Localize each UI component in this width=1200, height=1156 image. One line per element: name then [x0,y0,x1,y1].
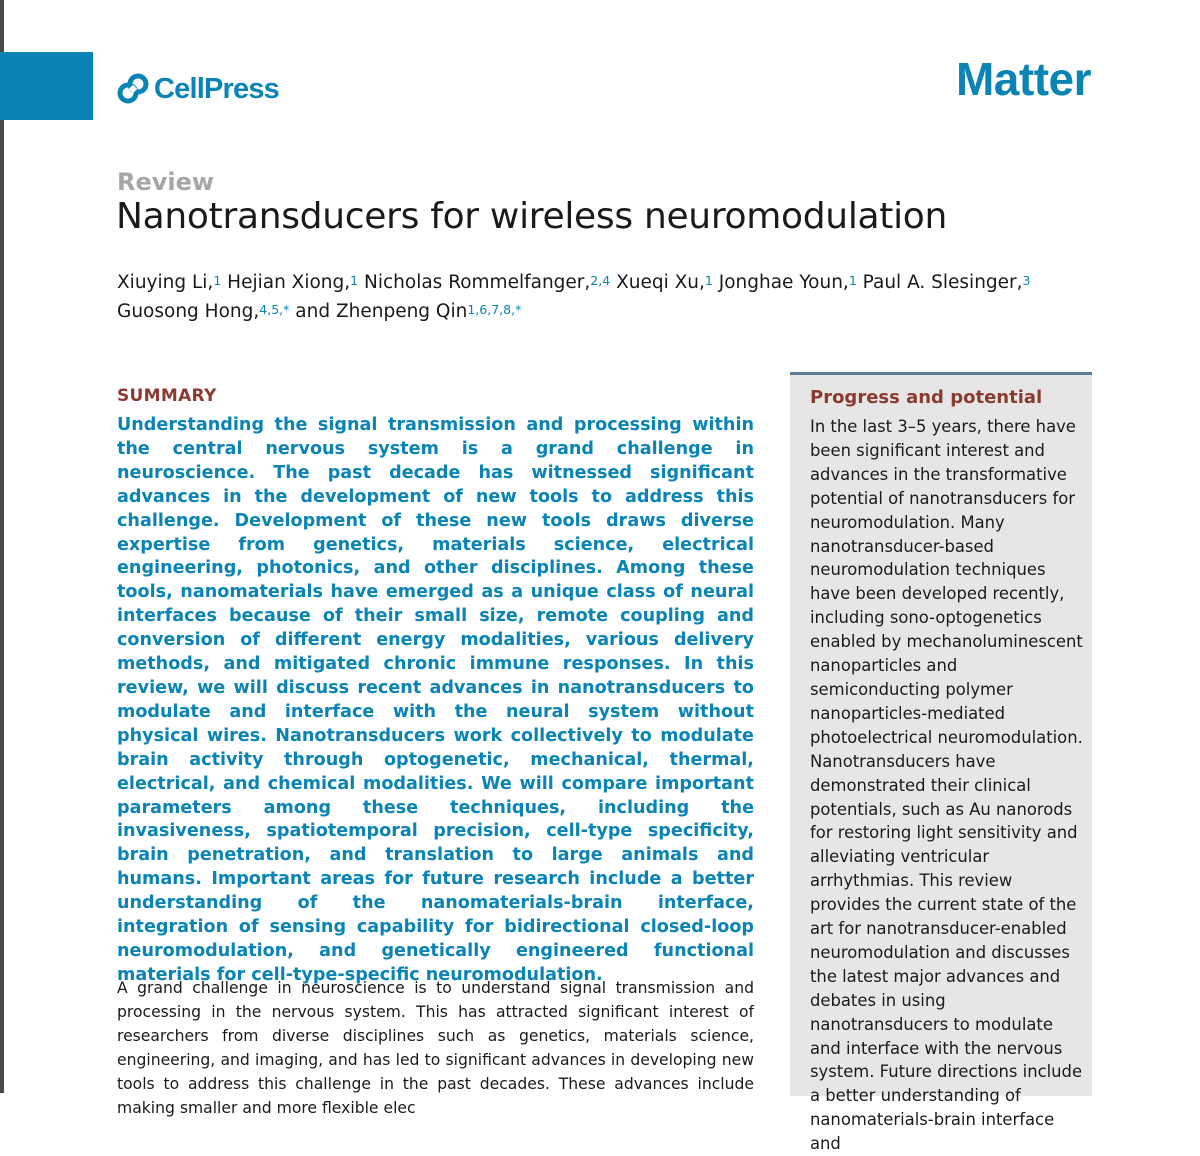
summary-heading: SUMMARY [117,386,217,406]
publisher-logo [117,69,279,109]
author-name [364,272,610,293]
cellpress-swirl-icon [117,73,149,105]
author-affiliation: 1,6,7,8,* [467,302,522,317]
author-name [117,272,221,293]
author-name-text: Guosong Hong, [117,301,260,322]
sidebar-heading: Progress and potential [810,387,1043,408]
author-name-text: Jonghae Youn, [718,272,849,293]
intro-paragraph: A grand challenge in neuroscience is to understand signal transmission and processing in the nervous system. This has attracted significant interest of researchers from diverse disciplines such as genetics, materials science, engineering, and imaging, and has led to significant advances in developing new tools to address this challenge in the past decades. These advances include making smaller and more flexible elec [117,979,754,1117]
author-name [616,272,713,293]
author-name [295,301,521,322]
author-name-text: Nicholas Rommelfanger, [364,272,591,293]
author-name [227,272,358,293]
journal-name: Matter [955,53,1091,105]
author-affiliation: 1 [704,273,713,288]
summary-text: Understanding the signal transmission and processing within the central nervous system is a grand challenge in neuroscience. The past decade has witnessed significant advances in the development of new tools to address this challenge. Development of these new tools draws diverse expertise from genetics, materials science, electrical engineering, photonics, and other disciplines. Among these tools, nanomaterials have emerged as a unique class of neural interfaces because of their small size, remote coupling and conversion of different energy modalities, various delivery methods, and mitigated chronic immune responses. In this review, we will discuss recent advances in nanotransducers to modulate and interface with the neural system without physical wires. Nanotransducers work collectively to modulate brain activity through optogenetic, mechanical, thermal, electrical, and chemical modalities. We will compare important parameters among these techniques, including the invasiveness, spatiotemporal precision, cell-type specificity, brain penetration, and translation to large animals and humans. Important areas for future research include a better understanding of the nanomaterials-brain interface, integration of sensing capability for bidirectional closed-loop neuromodulation, and genetically engineered functional materials for cell-type-specific neuromodulation. [117,415,754,985]
article-type: Review [117,168,215,196]
author-name [863,272,1031,293]
author-name [719,272,857,293]
article-title: Nanotransducers for wireless neuromodulation [116,196,948,237]
author-affiliation: 1 [350,273,359,288]
author-affiliation: 4,5,* [259,302,290,317]
author-affiliation: 1 [213,273,222,288]
author-name-text: Xueqi Xu, [616,272,705,293]
author-name-text: and Zhenpeng Qin [295,301,468,322]
author-affiliation: 2,4 [590,273,611,288]
page-left-edge [0,0,4,1093]
progress-potential-box [790,372,1092,1154]
author-name-text: Hejian Xiong, [227,272,351,293]
author-name [117,301,289,322]
author-name-text: Paul A. Slesinger, [862,272,1023,293]
author-affiliation: 3 [1022,273,1031,288]
author-list [117,268,1097,326]
author-affiliation: 1 [848,273,857,288]
publisher-name: CellPress [154,72,279,105]
author-name-text: Xiuying Li, [117,272,214,293]
journal-color-tab [0,52,93,120]
sidebar-text: In the last 3–5 years, there have been significant interest and advances in the transformative potential of nanotransducers for neuromodulation. Many nanotransducer-based neuromodulation techniques have been developed recently, including sono-optogenetics enabled by mechanoluminescent nanoparticles and semiconducting polymer nanoparticles-mediated photoelectrical neuromodulation. Nanotransducers have demonstrated their clinical potentials, such as Au nanorods for restoring light sensitivity and alleviating ventricular arrhythmias. This review provides the current state of the art for nanotransducer-enabled neuromodulation and discusses the latest major advances and debates in using nanotransducers to modulate and interface with the nervous system. Future directions include a better understanding of nanomaterials-brain interface and [810,417,1083,1154]
